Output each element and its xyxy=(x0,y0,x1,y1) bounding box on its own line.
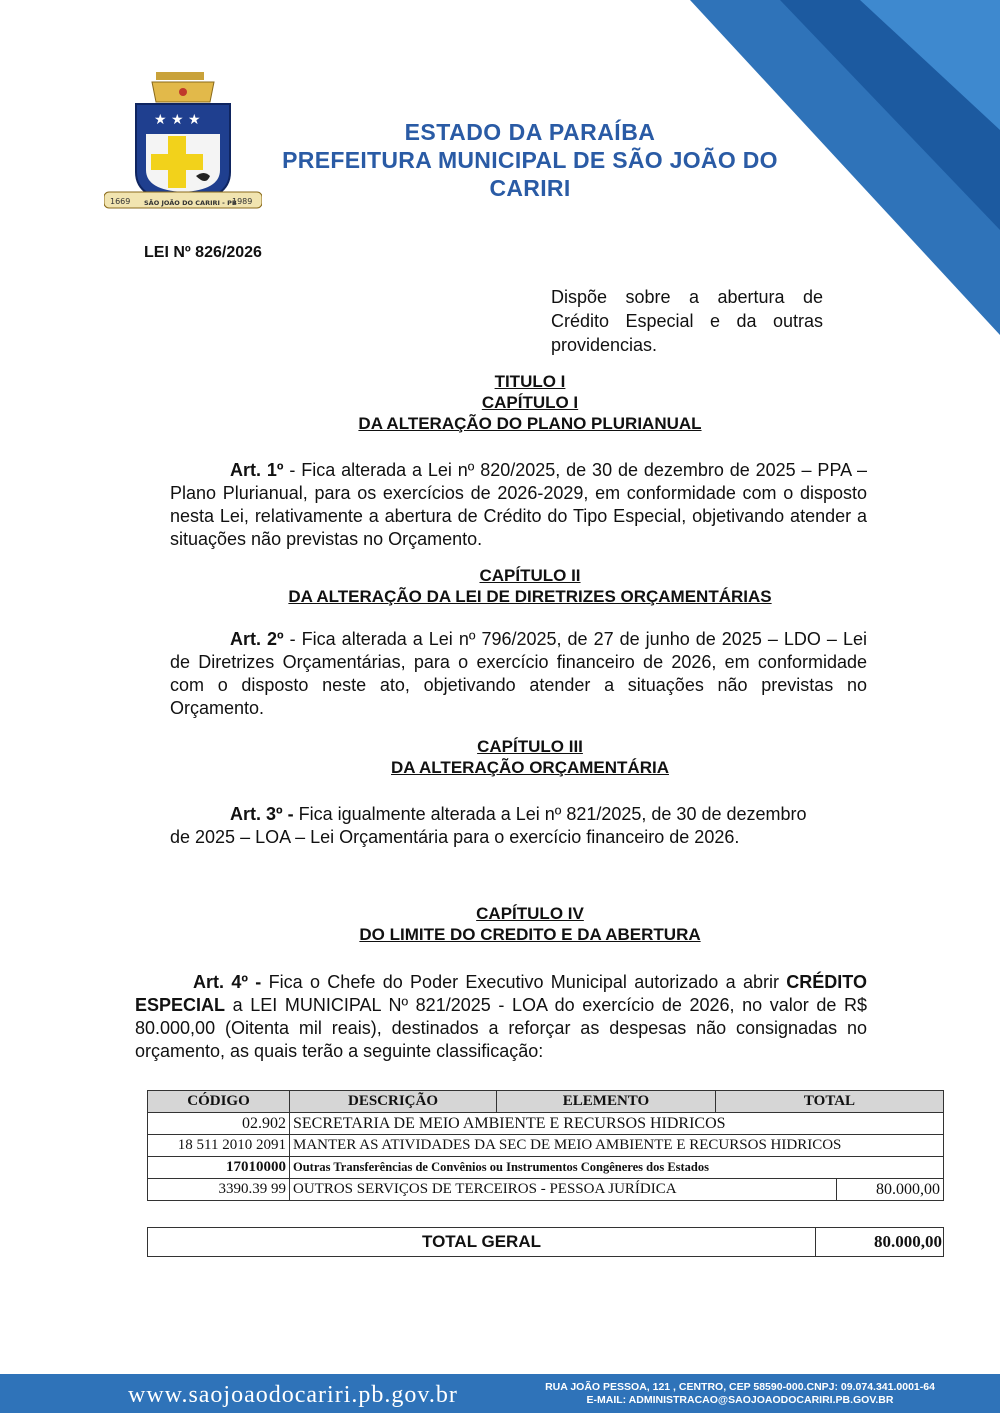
municipal-crest xyxy=(104,72,262,222)
svg-text:1989: 1989 xyxy=(232,197,253,206)
title-1-heading: TITULO I CAPÍTULO I DA ALTERAÇÃO DO PLANO PLURIANUAL xyxy=(358,372,702,433)
table-header-row xyxy=(148,1091,944,1113)
col-elemento: ELEMENTO xyxy=(497,1091,716,1113)
total-value: 80.000,00 xyxy=(816,1228,944,1257)
svg-text:SÃO JOÃO DO CARIRI - PB: SÃO JOÃO DO CARIRI - PB xyxy=(144,199,237,207)
chapter-3-heading: CAPÍTULO III DA ALTERAÇÃO ORÇAMENTÁRIA xyxy=(391,737,669,777)
table-row: 3390.39 99 OUTROS SERVIÇOS DE TERCEIROS - PESSOA JURÍDICA 80.000,00 xyxy=(148,1179,944,1201)
ementa: Dispõe sobre a abertura de Crédito Especial e da outras providencias. xyxy=(551,287,823,355)
website-link[interactable]: www.saojoaodocariri.pb.gov.br xyxy=(128,1382,458,1408)
article-4: Art. 4º - Fica o Chefe do Poder Executivo Municipal autorizado a abrir CRÉDITO ESPECIAL a LEI MUNICIPAL Nº 821/2025 - LOA do exercício de 2026, no valor de R$ 80.000,00 (Oitenta mil reais), destinados a reforçar as despesas não consignadas no orçamento, as quais terão a seguinte classificação: xyxy=(135,972,867,1061)
col-codigo: CÓDIGO xyxy=(148,1091,290,1113)
table-row: 18 511 2010 2091 MANTER AS ATIVIDADES DA SEC DE MEIO AMBIENTE E RECURSOS HIDRICOS xyxy=(148,1135,944,1157)
state-name: ESTADO DA PARAÍBA xyxy=(404,119,656,145)
col-total: TOTAL xyxy=(716,1091,944,1113)
total-label: TOTAL GERAL xyxy=(148,1228,816,1257)
table-row: 02.902 SECRETARIA DE MEIO AMBIENTE E RECURSOS HIDRICOS xyxy=(148,1113,944,1135)
svg-text:1669: 1669 xyxy=(110,197,131,206)
article-1: Art. 1º - Fica alterada a Lei nº 820/2025, de 30 de dezembro de 2025 – PPA – Plano Plurianual, para os exercícios de 2026-2029, em conformidade com o disposto nesta Lei, relativamente a abertura de Crédito do Tipo Especial, objetivando atender a situações não previstas no Orçamento. xyxy=(170,460,868,549)
footer-address: RUA JOÃO PESSOA, 121 , CENTRO, CEP 58590-000.CNPJ: 09.074.341.0001-64 E-MAIL: ADMINISTRACAO@SAOJOAODOCARIRI.PB.GOV.BR xyxy=(545,1381,935,1406)
chapter-2-heading: CAPÍTULO II DA ALTERAÇÃO DA LEI DE DIRETRIZES ORÇAMENTÁRIAS xyxy=(288,566,772,606)
law-number: LEI Nº 826/2026 xyxy=(144,244,262,261)
letterhead xyxy=(250,118,810,202)
article-3: Art. 3º - Fica igualmente alterada a Lei nº 821/2025, de 30 de dezembro de 2025 – LOA – Lei Orçamentária para o exercício financeiro de 2026. xyxy=(170,804,807,847)
table-row: 17010000 Outras Transferências de Convênios ou Instrumentos Congêneres dos Estados xyxy=(148,1157,944,1179)
budget-table xyxy=(147,1090,944,1201)
municipality-name: PREFEITURA MUNICIPAL DE SÃO JOÃO DO CARIRI xyxy=(282,147,778,201)
article-2: Art. 2º - Fica alterada a Lei nº 796/2025, de 27 de junho de 2025 – LDO – Lei de Diretrizes Orçamentárias, para o exercício financeiro de 2026, em conformidade com o disposto neste ato, objetivando atender a situações não previstas no Orçamento. xyxy=(170,629,867,718)
total-table xyxy=(147,1227,944,1257)
svg-text:★ ★ ★: ★ ★ ★ xyxy=(154,112,201,128)
chapter-4-heading: CAPÍTULO IV DO LIMITE DO CREDITO E DA ABERTURA xyxy=(359,904,701,944)
col-descricao: DESCRIÇÃO xyxy=(290,1091,497,1113)
footer-bar xyxy=(0,1374,1000,1413)
